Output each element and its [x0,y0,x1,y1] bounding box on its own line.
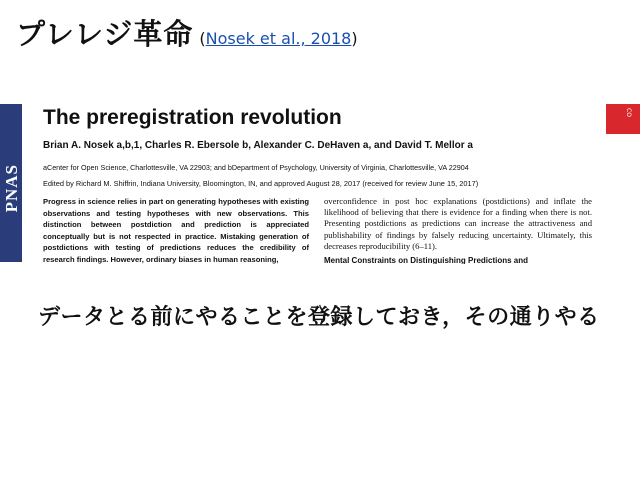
slide-title-text: プレレジ革命 [16,17,194,51]
paper-abstract: Progress in science relies in part on generating hypotheses with existing observations and testing hypotheses with new observations. This distinction between postdiction and prediction is appreciated conceptually but is not respected in practice. Mistaking generation of postdictions with testing of predictions reduces the credibility of research findings. However, ordinary biases in human reasoning, [43,197,309,264]
paper-edited-by: Edited by Richard M. Shiffrin, Indiana University, Bloomington, IN, and approved August 28, 2017 (received for review June 15, 2017) [43,179,479,188]
slide-title [16,12,358,53]
slide-caption: データとる前にやることを登録しておき，その通りやる [38,305,600,330]
paper-body-text: overconfidence in post hoc explanations (postdictions) and inflate the likelihood of believing that there is evidence for a finding when there is not. Presenting postdictions as predictions can increase the attractiveness and publishability of findings by falsely reducing uncertainty. Ultimately, this decreases reproducibility (6–11). [324,196,592,251]
paper-title: The preregistration revolution [43,106,342,129]
paper-affiliations: aCenter for Open Science, Charlottesville, VA 22903; and bDepartment of Psychology, University of Virginia, Charlottesville, VA 22904 [43,163,469,172]
paper-excerpt-image [0,104,640,264]
pnas-logo: PNAS [0,104,22,262]
paper-section-heading: Mental Constraints on Distinguishing Predictions and [324,256,529,264]
citation-link[interactable]: Nosek et al., 2018 [205,29,352,48]
section-tab: CO [606,104,640,134]
paper-authors: Brian A. Nosek a,b,1, Charles R. Ebersole b, Alexander C. DeHaven a, and David T. Mellor a [43,140,473,151]
citation: (Nosek et al., 2018) [199,29,358,48]
